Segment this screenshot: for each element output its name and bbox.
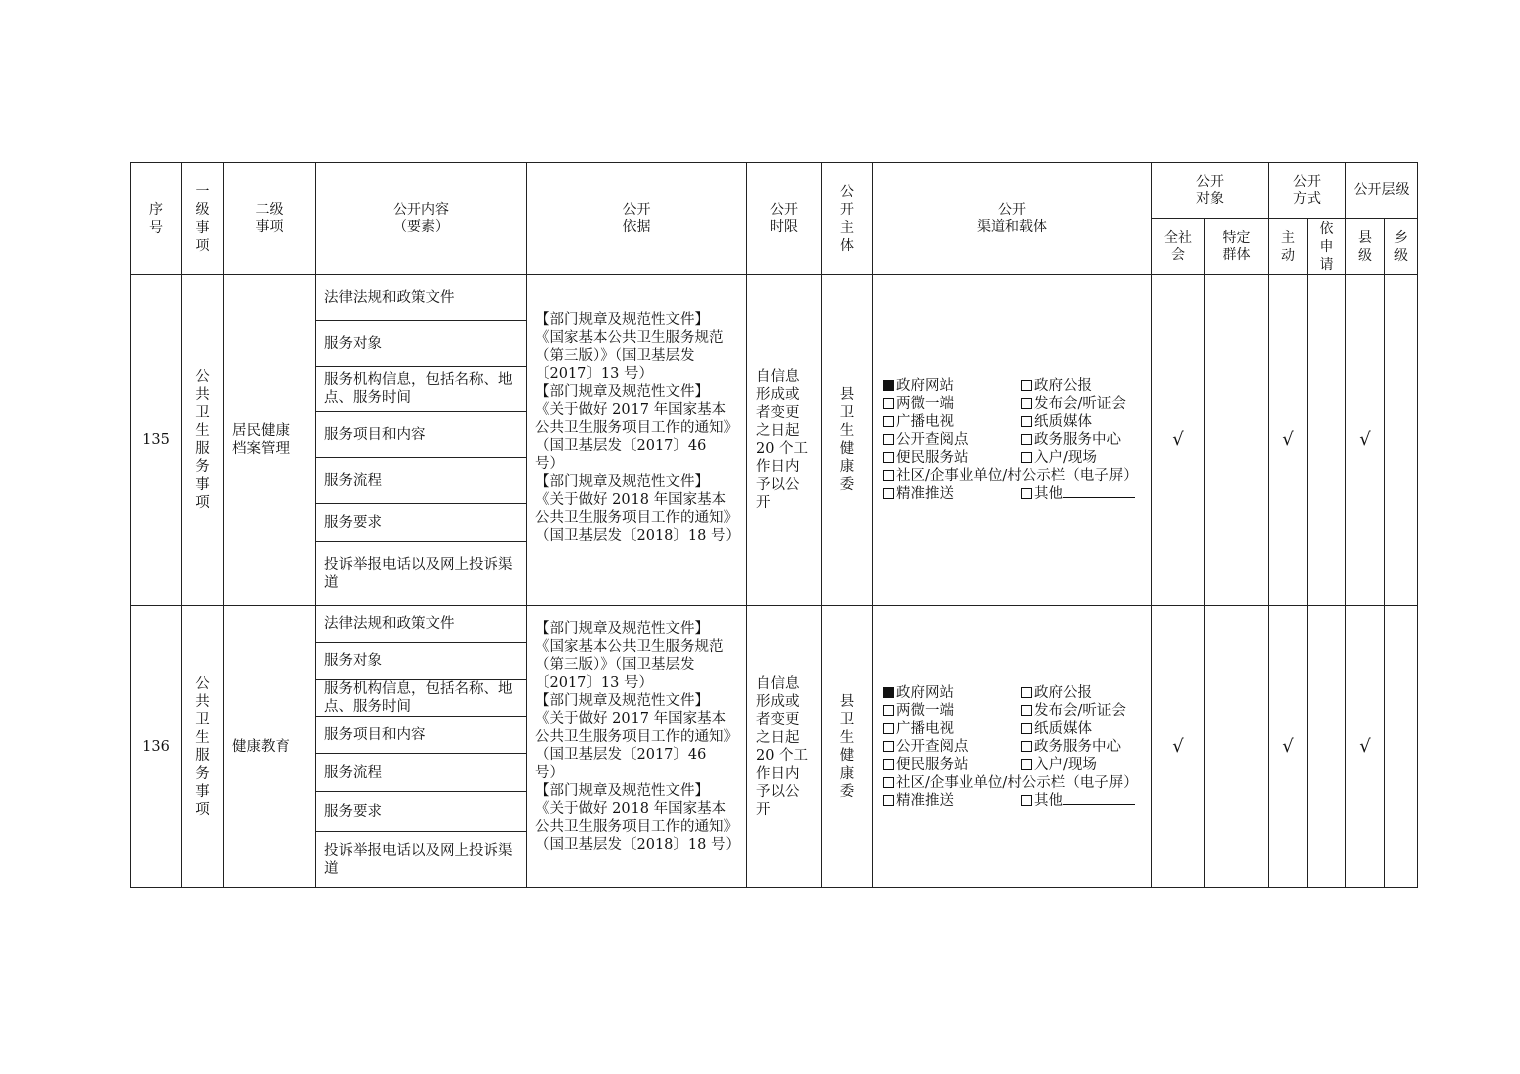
header-target: 公开 对象	[1152, 163, 1269, 219]
checkbox-icon	[1021, 380, 1032, 391]
checkbox-icon	[1021, 705, 1032, 716]
content-item: 服务要求	[316, 792, 527, 832]
checkbox-icon	[883, 470, 894, 481]
content-item: 服务流程	[316, 458, 527, 504]
target-specific-check	[1205, 275, 1269, 606]
checkbox-icon	[883, 398, 894, 409]
checkbox-icon	[883, 777, 894, 788]
checkbox-icon	[883, 795, 894, 806]
content-item: 服务流程	[316, 754, 527, 792]
checkbox-icon	[1021, 416, 1032, 427]
row-level1: 公共卫生服务事项	[182, 606, 224, 888]
checkbox-icon	[883, 723, 894, 734]
row-subject: 县卫生健康委	[822, 275, 873, 606]
content-item: 法律法规和政策文件	[316, 275, 527, 321]
content-item: 服务项目和内容	[316, 412, 527, 458]
mode-apply-check	[1308, 606, 1346, 888]
header-subject: 公开主体	[822, 163, 873, 275]
content-item: 服务要求	[316, 504, 527, 542]
row-limit: 自信息形成或者变更之日起 20 个工作日内予以公开	[747, 275, 822, 606]
row-level1: 公共卫生服务事项	[182, 275, 224, 606]
checkbox-icon	[1021, 434, 1032, 445]
row-basis: 【部门规章及规范性文件】 《国家基本公共卫生服务规范（第三版）》（国卫基层发〔2017〕13 号） 【部门规章及规范性文件】 《关于做好 2017 年国家基本公共卫生服务项目工作的通知》（国卫基层发〔2017〕46 号） 【部门规章及规范性文件】 《关于做好 2018 年国家基本公共卫生服务项目工作的通知》（国卫基层发〔2018〕18 号）	[527, 275, 747, 606]
header-target-all: 全社会	[1152, 219, 1205, 275]
checkbox-icon	[1021, 795, 1032, 806]
header-basis: 公开 依据	[527, 163, 747, 275]
content-item: 服务对象	[316, 321, 527, 367]
target-all-check: √	[1152, 275, 1205, 606]
content-item: 服务机构信息，包括名称、地点、服务时间	[316, 367, 527, 412]
header-content: 公开内容 （要素）	[316, 163, 527, 275]
row-subject: 县卫生健康委	[822, 606, 873, 888]
checkbox-checked-icon	[883, 380, 894, 391]
checkbox-icon	[883, 434, 894, 445]
header-target-specific: 特定群体	[1205, 219, 1269, 275]
mode-active-check: √	[1269, 606, 1308, 888]
header-tier-town: 乡级	[1385, 219, 1418, 275]
mode-apply-check	[1308, 275, 1346, 606]
header-limit: 公开 时限	[747, 163, 822, 275]
content-item: 服务机构信息，包括名称、地点、服务时间	[316, 680, 527, 717]
checkbox-icon	[883, 488, 894, 499]
tier-town-check	[1385, 275, 1418, 606]
checkbox-icon	[1021, 687, 1032, 698]
header-mode: 公开 方式	[1269, 163, 1346, 219]
blank-line	[1063, 485, 1135, 498]
checkbox-icon	[883, 759, 894, 770]
content-item: 服务对象	[316, 643, 527, 680]
row-channels: 政府网站 政府公报 两微一端 发布会/听证会 广播电视 纸质媒体 公开查阅点 政务服务中心 便民服务站 入户/现场 社区/企事业单位/村公示栏（电子屏） 精准推送 其他	[873, 606, 1152, 888]
disclosure-table-container	[130, 162, 1418, 888]
content-item: 投诉举报电话以及网上投诉渠道	[316, 832, 527, 888]
row-limit: 自信息形成或者变更之日起 20 个工作日内予以公开	[747, 606, 822, 888]
checkbox-icon	[1021, 741, 1032, 752]
blank-line	[1063, 792, 1135, 805]
checkbox-icon	[1021, 452, 1032, 463]
checkbox-icon	[883, 741, 894, 752]
header-mode-active: 主动	[1269, 219, 1308, 275]
target-all-check: √	[1152, 606, 1205, 888]
content-item: 服务项目和内容	[316, 717, 527, 754]
header-level2: 二级事项	[224, 163, 316, 275]
row-seq: 136	[131, 606, 182, 888]
table-row	[131, 606, 1418, 643]
header-tier: 公开层级	[1346, 163, 1418, 219]
checkbox-icon	[1021, 723, 1032, 734]
content-item: 投诉举报电话以及网上投诉渠道	[316, 542, 527, 606]
row-channels: 政府网站 政府公报 两微一端 发布会/听证会 广播电视 纸质媒体 公开查阅点 政务服务中心 便民服务站 入户/现场 社区/企事业单位/村公示栏（电子屏） 精准推送 其他	[873, 275, 1152, 606]
checkbox-icon	[883, 705, 894, 716]
row-level2: 健康教育	[224, 606, 316, 888]
header-channel: 公开 渠道和载体	[873, 163, 1152, 275]
table-row	[131, 275, 1418, 321]
row-seq: 135	[131, 275, 182, 606]
checkbox-icon	[883, 416, 894, 427]
target-specific-check	[1205, 606, 1269, 888]
disclosure-table	[130, 162, 1418, 888]
tier-county-check: √	[1346, 606, 1385, 888]
tier-town-check	[1385, 606, 1418, 888]
checkbox-icon	[883, 452, 894, 463]
mode-active-check: √	[1269, 275, 1308, 606]
checkbox-icon	[1021, 488, 1032, 499]
content-item: 法律法规和政策文件	[316, 606, 527, 643]
header-row-1	[131, 163, 1418, 219]
header-level1: 一级事项	[182, 163, 224, 275]
header-tier-county: 县级	[1346, 219, 1385, 275]
header-seq: 序号	[131, 163, 182, 275]
row-level2: 居民健康档案管理	[224, 275, 316, 606]
checkbox-icon	[1021, 759, 1032, 770]
header-mode-apply: 依申请	[1308, 219, 1346, 275]
tier-county-check: √	[1346, 275, 1385, 606]
checkbox-checked-icon	[883, 687, 894, 698]
row-basis: 【部门规章及规范性文件】 《国家基本公共卫生服务规范（第三版）》（国卫基层发〔2017〕13 号） 【部门规章及规范性文件】 《关于做好 2017 年国家基本公共卫生服务项目工作的通知》（国卫基层发〔2017〕46 号） 【部门规章及规范性文件】 《关于做好 2018 年国家基本公共卫生服务项目工作的通知》（国卫基层发〔2018〕18 号）	[527, 606, 747, 888]
checkbox-icon	[1021, 398, 1032, 409]
